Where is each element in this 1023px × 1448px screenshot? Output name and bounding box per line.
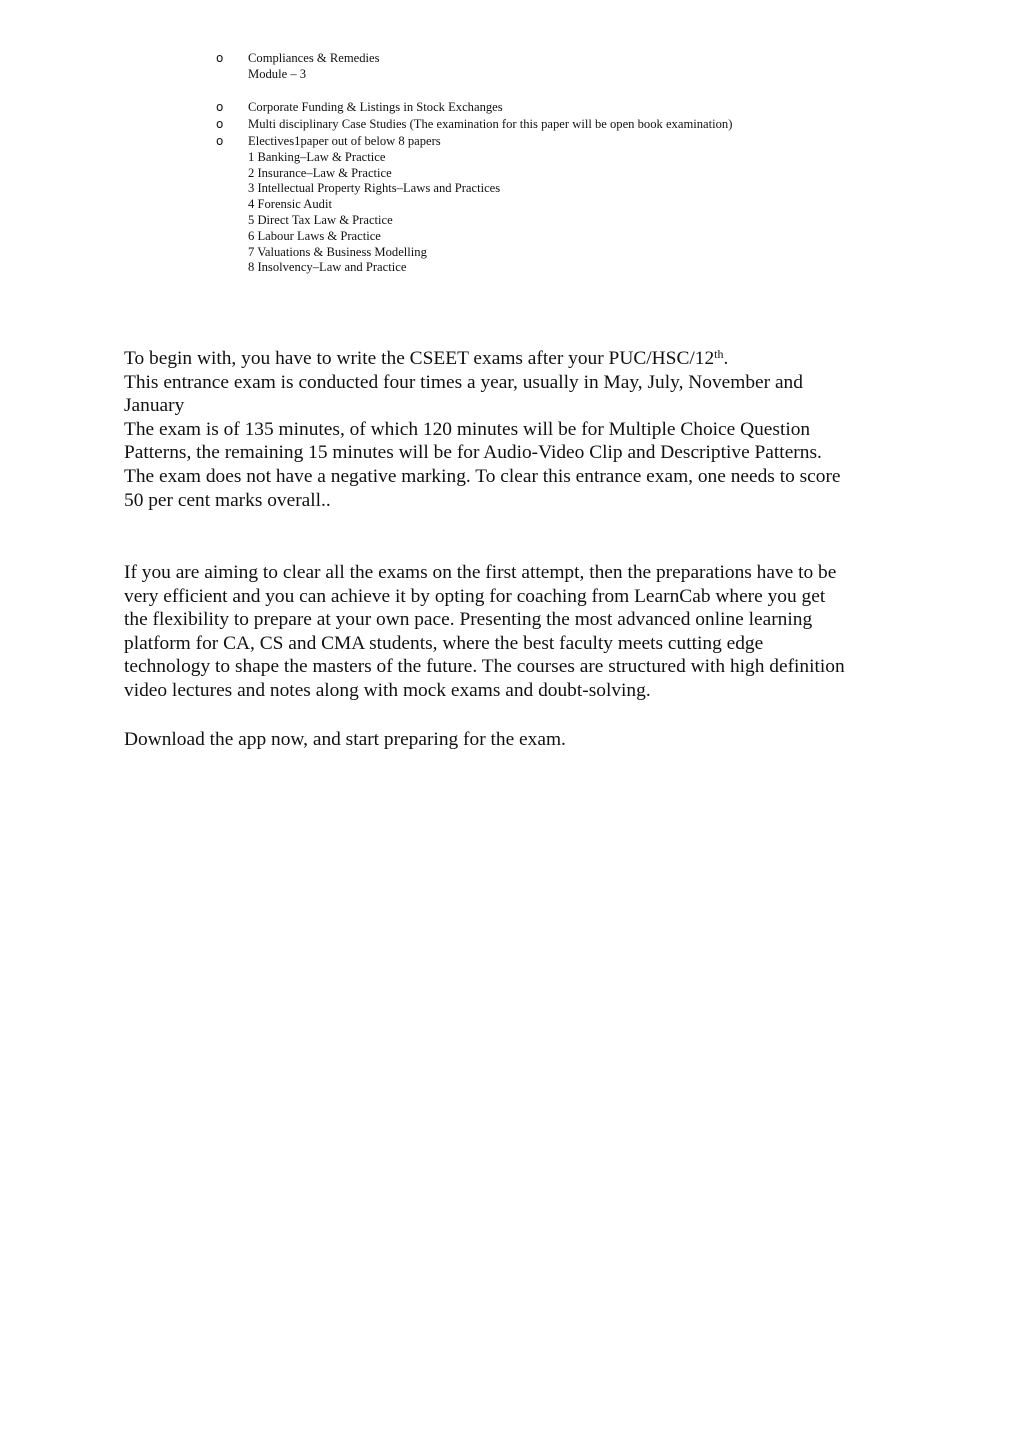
bullet-icon: o <box>216 100 224 114</box>
intro-line-text: To begin with, you have to write the CSEET exams after your PUC/HSC/12 <box>124 348 715 369</box>
list-line: Module – 3 <box>248 66 307 81</box>
paragraph-line: very efficient and you can achieve it by opting for coaching from LearnCab where you get <box>124 585 826 607</box>
list-item-text <box>248 117 968 133</box>
intro-line: This entrance exam is conducted four times a year, usually in May, July, November and <box>124 371 803 393</box>
list-line: 5 Direct Tax Law & Practice <box>248 212 393 227</box>
list-line: 1 Banking–Law & Practice <box>248 149 386 164</box>
learncab-paragraph <box>124 561 904 703</box>
list-line: 8 Insolvency–Law and Practice <box>248 260 407 275</box>
list-line: 4 Forensic Audit <box>248 197 332 212</box>
list-item-text <box>248 51 968 83</box>
intro-line: January <box>124 395 185 417</box>
closing-paragraph <box>124 728 904 752</box>
list-line: 7 Valuations & Business Modelling <box>248 244 427 259</box>
list-line: 6 Labour Laws & Practice <box>248 228 381 243</box>
bullet-icon: o <box>216 117 224 131</box>
list-line: Multi disciplinary Case Studies (The examination for this paper will be open book examination) <box>248 117 733 131</box>
paragraph-line: If you are aiming to clear all the exams on the first attempt, then the preparations have to be <box>124 562 837 583</box>
intro-paragraph <box>124 347 904 512</box>
list-line: 2 Insurance–Law & Practice <box>248 165 392 180</box>
list-item-text <box>248 134 968 276</box>
intro-line: The exam is of 135 minutes, of which 120 minutes will be for Multiple Choice Question <box>124 418 811 440</box>
paragraph-line: the flexibility to prepare at your own pace. Presenting the most advanced online learning <box>124 609 813 631</box>
intro-line: Patterns, the remaining 15 minutes will be for Audio-Video Clip and Descriptive Patterns. <box>124 442 822 464</box>
list-item-text <box>248 100 968 116</box>
paragraph-line: video lectures and notes along with mock exams and doubt-solving. <box>124 679 651 701</box>
intro-line <box>124 347 904 371</box>
superscript: th <box>714 347 724 361</box>
paragraph-line: platform for CA, CS and CMA students, where the best faculty meets cutting edge <box>124 632 764 654</box>
list-line: Corporate Funding & Listings in Stock Exchanges <box>248 100 503 114</box>
paragraph-line: technology to shape the masters of the future. The courses are structured with high definition <box>124 656 845 678</box>
list-line: Compliances & Remedies <box>248 51 380 65</box>
intro-line-end: . <box>723 348 729 369</box>
list-line: Electives1paper out of below 8 papers <box>248 134 441 148</box>
bullet-icon: o <box>216 134 224 148</box>
closing-line: Download the app now, and start preparing for the exam. <box>124 729 566 750</box>
list-line: 3 Intellectual Property Rights–Laws and Practices <box>248 181 501 196</box>
intro-line: The exam does not have a negative marking. To clear this entrance exam, one needs to score <box>124 465 841 487</box>
bullet-icon: o <box>216 51 224 65</box>
intro-line: 50 per cent marks overall.. <box>124 489 331 511</box>
